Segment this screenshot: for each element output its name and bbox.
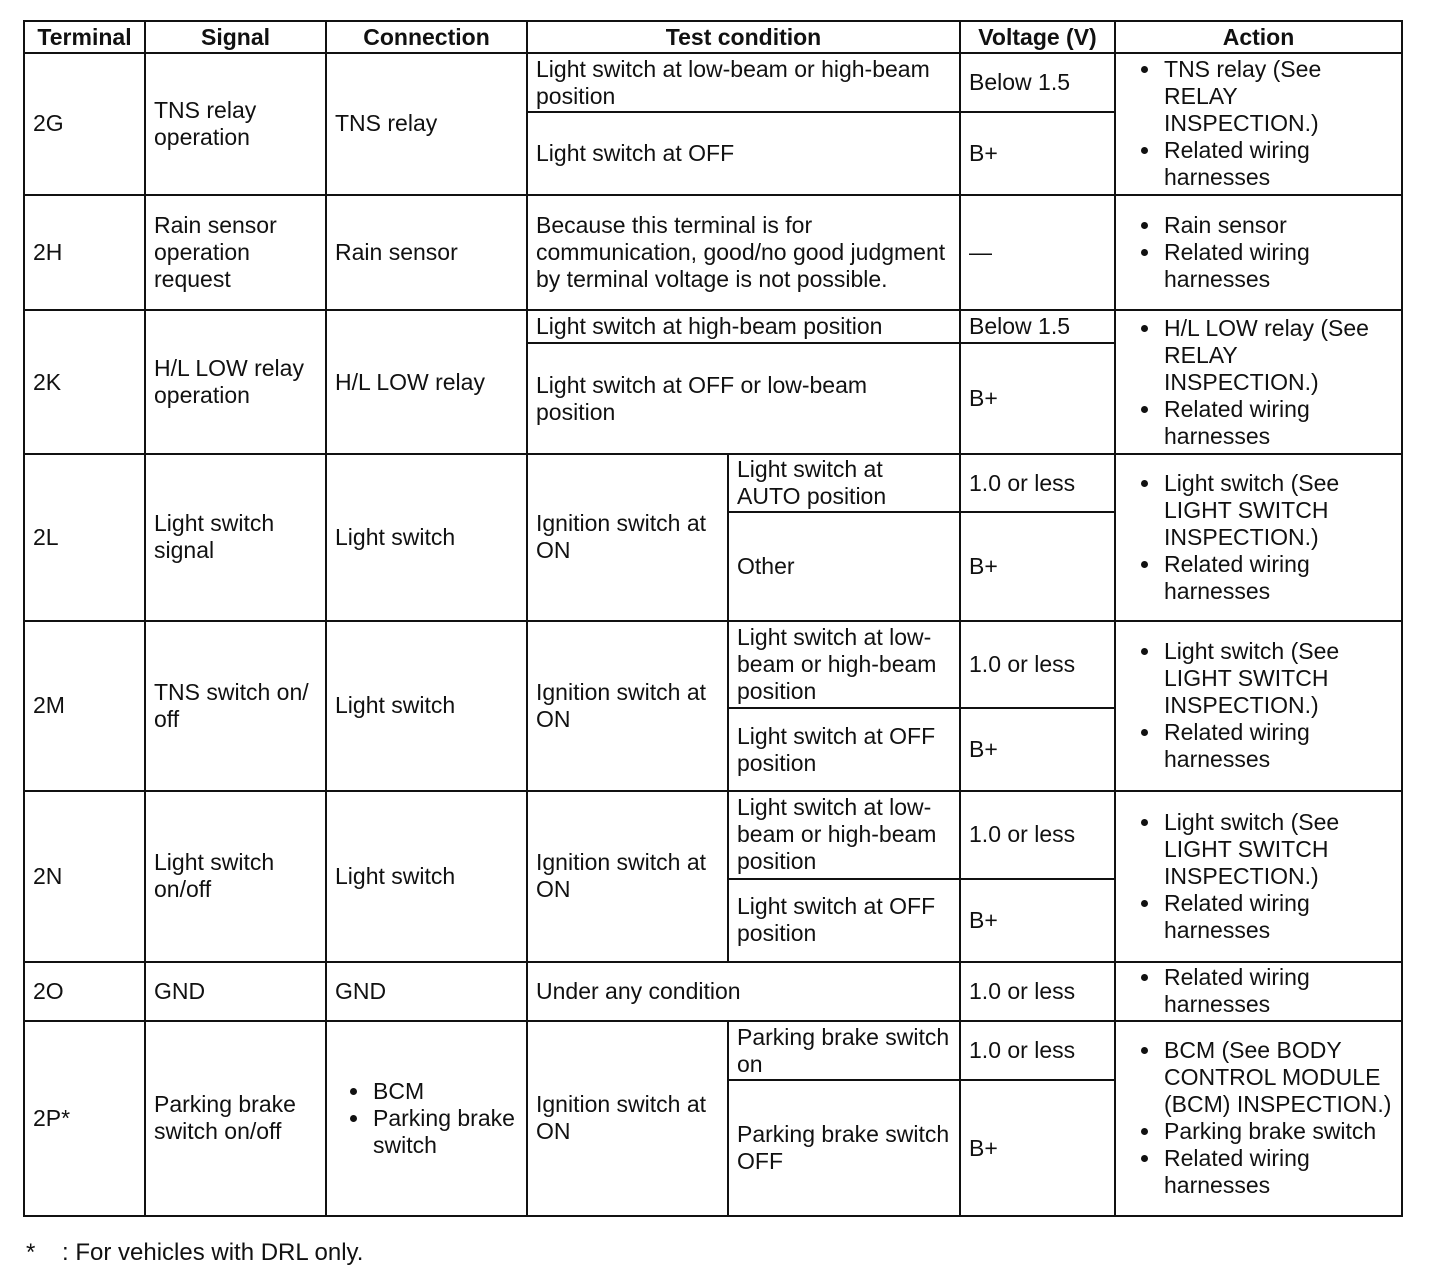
action-item: • Related wiring harnesses [1162, 551, 1393, 605]
terminal-cell: 2M [24, 621, 145, 791]
voltage-cell: 1.0 or less [960, 621, 1115, 708]
signal-cell: Rain sensor operation request [145, 195, 326, 311]
terminal-cell: 2N [24, 791, 145, 962]
voltage-cell: Below 1.5 [960, 53, 1115, 112]
action-item: • H/L LOW relay (See RELAY INSPECTION.) [1162, 315, 1393, 396]
test-condition-sub-cell: Light switch at low-beam or high-beam position [728, 791, 960, 879]
voltage-cell: 1.0 or less [960, 454, 1115, 512]
terminal-cell: 2O [24, 962, 145, 1021]
terminal-cell: 2P* [24, 1021, 145, 1216]
signal-cell: Light switch on/off [145, 791, 326, 962]
header-action: Action [1115, 21, 1402, 53]
action-cell [1115, 310, 1402, 454]
action-item: • Light switch (See LIGHT SWITCH INSPECTION.) [1162, 470, 1393, 551]
table-row [24, 962, 1402, 1021]
test-condition-main-cell: Ignition switch at ON [527, 791, 728, 962]
header-test-condition: Test condition [527, 21, 960, 53]
action-cell [1115, 195, 1402, 311]
action-cell [1115, 454, 1402, 621]
signal-cell: Parking brake switch on/off [145, 1021, 326, 1216]
header-signal: Signal [145, 21, 326, 53]
signal-cell: Light switch signal [145, 454, 326, 621]
table-row [24, 791, 1402, 879]
connection-cell: Light switch [326, 791, 527, 962]
test-condition-sub-cell: Other [728, 512, 960, 621]
voltage-cell: — [960, 195, 1115, 311]
test-condition-sub-cell: Light switch at low-beam or high-beam position [728, 621, 960, 708]
test-condition-main-cell: Ignition switch at ON [527, 621, 728, 791]
connection-cell [326, 1021, 527, 1216]
voltage-cell: B+ [960, 879, 1115, 961]
action-cell [1115, 53, 1402, 195]
table-row [24, 621, 1402, 708]
connection-cell: TNS relay [326, 53, 527, 195]
voltage-cell: B+ [960, 512, 1115, 621]
terminal-cell: 2H [24, 195, 145, 311]
header-terminal: Terminal [24, 21, 145, 53]
action-item: • BCM (See BODY CONTROL MODULE (BCM) INSPECTION.) [1162, 1037, 1393, 1118]
table-row [24, 195, 1402, 311]
voltage-cell: 1.0 or less [960, 1021, 1115, 1080]
table-row [24, 1021, 1402, 1080]
connection-item: • Parking brake switch [371, 1105, 518, 1159]
footnote-marker: * [26, 1239, 36, 1266]
connection-cell: Light switch [326, 454, 527, 621]
footnote-text: : For vehicles with DRL only. [62, 1239, 364, 1266]
action-item: • Related wiring harnesses [1162, 396, 1393, 450]
voltage-cell: B+ [960, 112, 1115, 194]
terminal-cell: 2G [24, 53, 145, 195]
voltage-cell: Below 1.5 [960, 310, 1115, 343]
test-condition-sub-cell: Light switch at OFF position [728, 879, 960, 961]
action-cell [1115, 621, 1402, 791]
action-cell [1115, 791, 1402, 962]
voltage-cell: B+ [960, 1080, 1115, 1216]
terminal-inspection-table [23, 20, 1403, 1217]
test-condition-main-cell: Ignition switch at ON [527, 454, 728, 621]
connection-cell: GND [326, 962, 527, 1021]
action-item: • Parking brake switch [1162, 1118, 1393, 1145]
action-item: • Light switch (See LIGHT SWITCH INSPECTION.) [1162, 809, 1393, 890]
voltage-cell: 1.0 or less [960, 791, 1115, 879]
test-condition-sub-cell: Light switch at OFF position [728, 708, 960, 790]
header-connection: Connection [326, 21, 527, 53]
action-cell [1115, 962, 1402, 1021]
connection-cell: Rain sensor [326, 195, 527, 311]
connection-cell: Light switch [326, 621, 527, 791]
test-condition-sub-cell: Light switch at AUTO position [728, 454, 960, 512]
signal-cell: TNS switch on/ off [145, 621, 326, 791]
test-condition-main-cell: Ignition switch at ON [527, 1021, 728, 1216]
action-item: • Related wiring harnesses [1162, 239, 1393, 293]
table-row [24, 53, 1402, 112]
connection-cell: H/L LOW relay [326, 310, 527, 454]
test-condition-cell: Light switch at low-beam or high-beam position [527, 53, 960, 112]
signal-cell: H/L LOW relay operation [145, 310, 326, 454]
terminal-cell: 2L [24, 454, 145, 621]
test-condition-cell: Under any condition [527, 962, 960, 1021]
header-row [24, 21, 1402, 53]
voltage-cell: B+ [960, 708, 1115, 790]
signal-cell: GND [145, 962, 326, 1021]
test-condition-cell: Light switch at OFF or low-beam position [527, 343, 960, 454]
action-item: • Related wiring harnesses [1162, 964, 1393, 1018]
test-condition-cell: Light switch at OFF [527, 112, 960, 194]
action-item: • Rain sensor [1162, 212, 1393, 239]
footnote [26, 1238, 363, 1268]
connection-item: • BCM [371, 1078, 518, 1105]
action-item: • Light switch (See LIGHT SWITCH INSPECTION.) [1162, 638, 1393, 719]
voltage-cell: 1.0 or less [960, 962, 1115, 1021]
action-item: • TNS relay (See RELAY INSPECTION.) [1162, 56, 1393, 137]
signal-cell: TNS relay operation [145, 53, 326, 195]
header-voltage: Voltage (V) [960, 21, 1115, 53]
action-item: • Related wiring harnesses [1162, 719, 1393, 773]
action-cell [1115, 1021, 1402, 1216]
test-condition-cell: Light switch at high-beam position [527, 310, 960, 343]
action-item: • Related wiring harnesses [1162, 1145, 1393, 1199]
table-row [24, 454, 1402, 512]
voltage-cell: B+ [960, 343, 1115, 454]
action-item: • Related wiring harnesses [1162, 137, 1393, 191]
action-item: • Related wiring harnesses [1162, 890, 1393, 944]
test-condition-cell: Because this terminal is for communication, good/no good judgment by terminal voltage is not possible. [527, 195, 960, 311]
table-row [24, 310, 1402, 343]
terminal-cell: 2K [24, 310, 145, 454]
test-condition-sub-cell: Parking brake switch OFF [728, 1080, 960, 1216]
test-condition-sub-cell: Parking brake switch on [728, 1021, 960, 1080]
